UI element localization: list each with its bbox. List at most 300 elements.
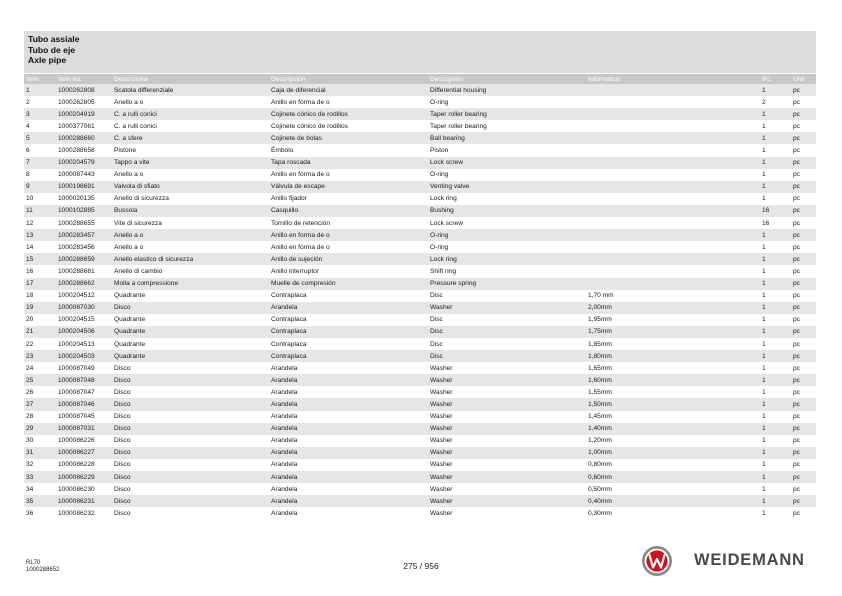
cell-unit: pc bbox=[791, 132, 816, 144]
cell-information bbox=[586, 84, 760, 96]
cell-descripcion: Tapa roscada bbox=[269, 157, 428, 169]
weidemann-w-logo-icon bbox=[641, 545, 673, 577]
cell-descrizione: Quadrante bbox=[112, 314, 269, 326]
cell-description: Washer bbox=[428, 435, 586, 447]
table-row bbox=[24, 495, 816, 507]
cell-item-no: 1000086232 bbox=[56, 507, 112, 519]
cell-description: Taper roller bearing bbox=[428, 120, 586, 132]
col-header-descripcion: Descripción bbox=[269, 74, 428, 84]
table-row bbox=[24, 423, 816, 435]
table-row bbox=[24, 253, 816, 265]
cell-information: 2,00mm bbox=[586, 302, 760, 314]
cell-descrizione: Bussola bbox=[112, 205, 269, 217]
cell-descripcion: Anillo en forma de o bbox=[269, 241, 428, 253]
cell-descrizione: Vite di sicurezza bbox=[112, 217, 269, 229]
cell-descrizione: Quadrante bbox=[112, 350, 269, 362]
cell-descrizione: C. a rulli conici bbox=[112, 108, 269, 120]
cell-descripcion: Contraplaca bbox=[269, 338, 428, 350]
table-row bbox=[24, 108, 816, 120]
cell-item: 31 bbox=[24, 447, 56, 459]
cell-item: 25 bbox=[24, 374, 56, 386]
cell-descrizione: Anello elastico di sicurezza bbox=[112, 253, 269, 265]
cell-information bbox=[586, 120, 760, 132]
cell-information: 1,85mm bbox=[586, 338, 760, 350]
table-row bbox=[24, 362, 816, 374]
cell-descripcion: Cojinete cónico de rodillos bbox=[269, 108, 428, 120]
cell-description: Washer bbox=[428, 374, 586, 386]
table-row bbox=[24, 386, 816, 398]
cell-unit: pc bbox=[791, 84, 816, 96]
cell-unit: pc bbox=[791, 108, 816, 120]
col-header-unit: Unit bbox=[791, 74, 816, 84]
cell-item: 9 bbox=[24, 181, 56, 193]
cell-description: Lock ring bbox=[428, 253, 586, 265]
cell-pc: 1 bbox=[760, 193, 791, 205]
cell-description: Disc bbox=[428, 326, 586, 338]
table-row bbox=[24, 471, 816, 483]
cell-description: Washer bbox=[428, 495, 586, 507]
cell-pc: 1 bbox=[760, 338, 791, 350]
cell-item: 12 bbox=[24, 217, 56, 229]
cell-description: Disc bbox=[428, 290, 586, 302]
cell-item: 21 bbox=[24, 326, 56, 338]
cell-item-no: 1000086227 bbox=[56, 447, 112, 459]
cell-descrizione: Anello a o bbox=[112, 229, 269, 241]
cell-item-no: 1000288655 bbox=[56, 217, 112, 229]
cell-descrizione: Anello a o bbox=[112, 169, 269, 181]
cell-descripcion: Contraplaca bbox=[269, 326, 428, 338]
cell-item-no: 1000204512 bbox=[56, 290, 112, 302]
table-row bbox=[24, 278, 816, 290]
cell-description: Washer bbox=[428, 411, 586, 423]
cell-unit: pc bbox=[791, 193, 816, 205]
cell-item-no: 1000087030 bbox=[56, 302, 112, 314]
cell-unit: pc bbox=[791, 350, 816, 362]
cell-description: Washer bbox=[428, 362, 586, 374]
cell-item: 29 bbox=[24, 423, 56, 435]
cell-item-no: 1000087031 bbox=[56, 423, 112, 435]
title-block bbox=[24, 31, 816, 73]
title-italian: Tubo assiale bbox=[28, 34, 80, 44]
cell-description: Washer bbox=[428, 386, 586, 398]
cell-descrizione: Disco bbox=[112, 471, 269, 483]
table-row bbox=[24, 398, 816, 410]
footer-doc-number: 1000288652 bbox=[26, 567, 60, 573]
cell-description: Washer bbox=[428, 483, 586, 495]
cell-unit: pc bbox=[791, 229, 816, 241]
table-row bbox=[24, 459, 816, 471]
cell-descripcion: Cojinete de bolas bbox=[269, 132, 428, 144]
table-row bbox=[24, 120, 816, 132]
cell-information bbox=[586, 278, 760, 290]
cell-descrizione: Disco bbox=[112, 447, 269, 459]
cell-item-no: 1000087443 bbox=[56, 169, 112, 181]
cell-pc: 1 bbox=[760, 84, 791, 96]
cell-descrizione: Disco bbox=[112, 507, 269, 519]
cell-descrizione: Disco bbox=[112, 362, 269, 374]
cell-unit: pc bbox=[791, 495, 816, 507]
cell-unit: pc bbox=[791, 471, 816, 483]
table-row bbox=[24, 435, 816, 447]
cell-information: 0,30mm bbox=[586, 507, 760, 519]
table-row bbox=[24, 338, 816, 350]
cell-descripcion: Anillo fijador bbox=[269, 193, 428, 205]
cell-unit: pc bbox=[791, 253, 816, 265]
cell-pc: 1 bbox=[760, 265, 791, 277]
cell-pc: 1 bbox=[760, 120, 791, 132]
cell-item-no: 1000283456 bbox=[56, 241, 112, 253]
cell-description: Washer bbox=[428, 459, 586, 471]
cell-pc: 1 bbox=[760, 411, 791, 423]
cell-item: 33 bbox=[24, 471, 56, 483]
cell-unit: pc bbox=[791, 314, 816, 326]
cell-unit: pc bbox=[791, 423, 816, 435]
table-row bbox=[24, 350, 816, 362]
cell-descripcion: Arandela bbox=[269, 483, 428, 495]
col-header-item: Item bbox=[24, 74, 56, 84]
cell-item: 36 bbox=[24, 507, 56, 519]
cell-item: 3 bbox=[24, 108, 56, 120]
cell-item-no: 1000198691 bbox=[56, 181, 112, 193]
cell-descripcion: Válvula de escape bbox=[269, 181, 428, 193]
cell-information bbox=[586, 181, 760, 193]
cell-descripcion: Arandela bbox=[269, 411, 428, 423]
cell-information bbox=[586, 265, 760, 277]
cell-pc: 1 bbox=[760, 229, 791, 241]
cell-unit: pc bbox=[791, 447, 816, 459]
cell-unit: pc bbox=[791, 386, 816, 398]
cell-pc: 1 bbox=[760, 290, 791, 302]
table-row bbox=[24, 144, 816, 156]
cell-item-no: 1000288662 bbox=[56, 278, 112, 290]
cell-unit: pc bbox=[791, 326, 816, 338]
table-row bbox=[24, 326, 816, 338]
cell-item: 20 bbox=[24, 314, 56, 326]
cell-description: Washer bbox=[428, 447, 586, 459]
cell-unit: pc bbox=[791, 507, 816, 519]
cell-item: 30 bbox=[24, 435, 56, 447]
cell-description: Differential housing bbox=[428, 84, 586, 96]
cell-descripcion: Muelle de compresión bbox=[269, 278, 428, 290]
cell-item-no: 1000283457 bbox=[56, 229, 112, 241]
cell-item: 7 bbox=[24, 157, 56, 169]
cell-item: 27 bbox=[24, 398, 56, 410]
table-row bbox=[24, 229, 816, 241]
cell-pc: 16 bbox=[760, 205, 791, 217]
cell-pc: 1 bbox=[760, 398, 791, 410]
cell-item: 6 bbox=[24, 144, 56, 156]
cell-unit: pc bbox=[791, 241, 816, 253]
cell-unit: pc bbox=[791, 217, 816, 229]
cell-pc: 1 bbox=[760, 435, 791, 447]
cell-unit: pc bbox=[791, 362, 816, 374]
cell-unit: pc bbox=[791, 278, 816, 290]
cell-information bbox=[586, 193, 760, 205]
cell-descripcion: Contraplaca bbox=[269, 290, 428, 302]
cell-item-no: 1000204919 bbox=[56, 108, 112, 120]
cell-descripcion: Arandela bbox=[269, 423, 428, 435]
cell-information: 1,20mm bbox=[586, 435, 760, 447]
cell-information bbox=[586, 169, 760, 181]
cell-item-no: 1000087046 bbox=[56, 398, 112, 410]
cell-pc: 2 bbox=[760, 96, 791, 108]
cell-item-no: 1000087047 bbox=[56, 386, 112, 398]
cell-information: 1,80mm bbox=[586, 350, 760, 362]
table-row bbox=[24, 157, 816, 169]
table-row bbox=[24, 217, 816, 229]
cell-item-no: 1000288658 bbox=[56, 144, 112, 156]
col-header-pc: Pc. bbox=[760, 74, 791, 84]
cell-descripcion: Cojinete cónico de rodillos bbox=[269, 120, 428, 132]
cell-descripcion: Anillo en forma de o bbox=[269, 96, 428, 108]
cell-descripcion: Arandela bbox=[269, 302, 428, 314]
cell-description: Venting valve bbox=[428, 181, 586, 193]
table-row bbox=[24, 84, 816, 96]
table-row bbox=[24, 241, 816, 253]
cell-item-no: 1000087049 bbox=[56, 362, 112, 374]
cell-description: Taper roller bearing bbox=[428, 108, 586, 120]
col-header-descrizione: Descrizione bbox=[112, 74, 269, 84]
cell-description: Shift ring bbox=[428, 265, 586, 277]
cell-pc: 1 bbox=[760, 362, 791, 374]
cell-descripcion: Arandela bbox=[269, 471, 428, 483]
cell-descripcion: Arandela bbox=[269, 435, 428, 447]
cell-item: 1 bbox=[24, 84, 56, 96]
cell-information bbox=[586, 253, 760, 265]
table-row bbox=[24, 132, 816, 144]
cell-unit: pc bbox=[791, 265, 816, 277]
cell-descripcion: Contraplaca bbox=[269, 350, 428, 362]
cell-description: Ball bearing bbox=[428, 132, 586, 144]
cell-item-no: 1000086226 bbox=[56, 435, 112, 447]
cell-item: 32 bbox=[24, 459, 56, 471]
cell-unit: pc bbox=[791, 398, 816, 410]
cell-descripcion: Tornillo de retención bbox=[269, 217, 428, 229]
cell-item-no: 1000086231 bbox=[56, 495, 112, 507]
cell-description: O-ring bbox=[428, 169, 586, 181]
cell-descripcion: Arandela bbox=[269, 362, 428, 374]
cell-item-no: 1000262808 bbox=[56, 84, 112, 96]
cell-descripcion: Arandela bbox=[269, 374, 428, 386]
cell-pc: 1 bbox=[760, 386, 791, 398]
table-row bbox=[24, 265, 816, 277]
cell-item: 18 bbox=[24, 290, 56, 302]
cell-pc: 1 bbox=[760, 483, 791, 495]
cell-descrizione: Disco bbox=[112, 302, 269, 314]
cell-pc: 1 bbox=[760, 132, 791, 144]
cell-pc: 1 bbox=[760, 350, 791, 362]
cell-information bbox=[586, 229, 760, 241]
cell-pc: 1 bbox=[760, 241, 791, 253]
cell-pc: 1 bbox=[760, 169, 791, 181]
cell-item-no: 1000288659 bbox=[56, 253, 112, 265]
cell-information: 1,50mm bbox=[586, 398, 760, 410]
cell-information bbox=[586, 157, 760, 169]
cell-item-no: 1000204503 bbox=[56, 350, 112, 362]
cell-descrizione: Disco bbox=[112, 459, 269, 471]
cell-description: O-ring bbox=[428, 96, 586, 108]
cell-pc: 16 bbox=[760, 217, 791, 229]
cell-item: 2 bbox=[24, 96, 56, 108]
cell-information: 0,60mm bbox=[586, 471, 760, 483]
col-header-item-no: Item no. bbox=[56, 74, 112, 84]
cell-item-no: 1000204515 bbox=[56, 314, 112, 326]
cell-item-no: 1000102885 bbox=[56, 205, 112, 217]
cell-descrizione: Disco bbox=[112, 411, 269, 423]
cell-description: Washer bbox=[428, 507, 586, 519]
cell-pc: 1 bbox=[760, 459, 791, 471]
cell-descrizione: Disco bbox=[112, 386, 269, 398]
table-row bbox=[24, 169, 816, 181]
cell-description: Washer bbox=[428, 471, 586, 483]
cell-item-no: 1000087048 bbox=[56, 374, 112, 386]
cell-description: Bushing bbox=[428, 205, 586, 217]
cell-descrizione: Molla a compressione bbox=[112, 278, 269, 290]
table-row bbox=[24, 483, 816, 495]
cell-item-no: 1000204513 bbox=[56, 338, 112, 350]
cell-item-no: 1000020135 bbox=[56, 193, 112, 205]
cell-unit: pc bbox=[791, 290, 816, 302]
cell-item: 17 bbox=[24, 278, 56, 290]
cell-descripcion: Caja de diferencial bbox=[269, 84, 428, 96]
cell-pc: 1 bbox=[760, 423, 791, 435]
cell-item: 19 bbox=[24, 302, 56, 314]
cell-unit: pc bbox=[791, 96, 816, 108]
cell-descripcion: Émbolo bbox=[269, 144, 428, 156]
cell-descripcion: Anillo de sujeción bbox=[269, 253, 428, 265]
cell-descrizione: Quadrante bbox=[112, 338, 269, 350]
cell-pc: 1 bbox=[760, 181, 791, 193]
brand-wordmark: WEIDEMANN bbox=[694, 551, 805, 569]
col-header-description: Description bbox=[428, 74, 586, 84]
cell-unit: pc bbox=[791, 205, 816, 217]
cell-descrizione: Disco bbox=[112, 374, 269, 386]
cell-unit: pc bbox=[791, 435, 816, 447]
cell-information: 1,95mm bbox=[586, 314, 760, 326]
table-row bbox=[24, 374, 816, 386]
cell-unit: pc bbox=[791, 302, 816, 314]
cell-descrizione: Disco bbox=[112, 398, 269, 410]
cell-item: 23 bbox=[24, 350, 56, 362]
cell-information bbox=[586, 144, 760, 156]
cell-information: 1,45mm bbox=[586, 411, 760, 423]
cell-description: Disc bbox=[428, 314, 586, 326]
cell-item-no: 1000086228 bbox=[56, 459, 112, 471]
cell-information bbox=[586, 217, 760, 229]
cell-information bbox=[586, 205, 760, 217]
cell-information: 1,60mm bbox=[586, 374, 760, 386]
cell-description: Lock ring bbox=[428, 193, 586, 205]
cell-item: 35 bbox=[24, 495, 56, 507]
cell-unit: pc bbox=[791, 338, 816, 350]
table-row bbox=[24, 447, 816, 459]
cell-unit: pc bbox=[791, 374, 816, 386]
table-row bbox=[24, 411, 816, 423]
cell-description: O-ring bbox=[428, 241, 586, 253]
cell-item-no: 1000288660 bbox=[56, 132, 112, 144]
cell-pc: 1 bbox=[760, 507, 791, 519]
cell-unit: pc bbox=[791, 144, 816, 156]
table-row bbox=[24, 507, 816, 519]
page-number: 275 / 956 bbox=[403, 561, 439, 571]
table-row bbox=[24, 96, 816, 108]
cell-unit: pc bbox=[791, 411, 816, 423]
cell-descrizione: Disco bbox=[112, 435, 269, 447]
cell-description: Lock screw bbox=[428, 157, 586, 169]
cell-descrizione: Anello a o bbox=[112, 241, 269, 253]
cell-descrizione: Anello di sicurezza bbox=[112, 193, 269, 205]
cell-descrizione: Pistone bbox=[112, 144, 269, 156]
cell-descripcion: Contraplaca bbox=[269, 314, 428, 326]
cell-pc: 1 bbox=[760, 447, 791, 459]
table-header-row bbox=[24, 74, 816, 84]
cell-item: 14 bbox=[24, 241, 56, 253]
cell-descripcion: Anillo interruptor bbox=[269, 265, 428, 277]
cell-item-no: 1000288661 bbox=[56, 265, 112, 277]
cell-descripcion: Arandela bbox=[269, 447, 428, 459]
cell-descrizione: Quadrante bbox=[112, 290, 269, 302]
title-english: Axle pipe bbox=[28, 55, 67, 66]
cell-description: Disc bbox=[428, 350, 586, 362]
cell-item: 26 bbox=[24, 386, 56, 398]
cell-descrizione: Anello a o bbox=[112, 96, 269, 108]
cell-information bbox=[586, 108, 760, 120]
cell-information: 1,65mm bbox=[586, 362, 760, 374]
cell-description: Disc bbox=[428, 338, 586, 350]
cell-information bbox=[586, 241, 760, 253]
cell-item: 15 bbox=[24, 253, 56, 265]
cell-item-no: 1000204506 bbox=[56, 326, 112, 338]
cell-descrizione: Tappo a vite bbox=[112, 157, 269, 169]
cell-unit: pc bbox=[791, 459, 816, 471]
cell-descripcion: Arandela bbox=[269, 507, 428, 519]
table-row bbox=[24, 205, 816, 217]
cell-descripcion: Arandela bbox=[269, 398, 428, 410]
cell-information: 1,75mm bbox=[586, 326, 760, 338]
cell-description: O-ring bbox=[428, 229, 586, 241]
cell-descrizione: C. a sfere bbox=[112, 132, 269, 144]
cell-information bbox=[586, 96, 760, 108]
footer-model: RL70 bbox=[26, 560, 41, 566]
cell-item: 11 bbox=[24, 205, 56, 217]
cell-pc: 1 bbox=[760, 253, 791, 265]
table-row bbox=[24, 302, 816, 314]
cell-item: 22 bbox=[24, 338, 56, 350]
cell-description: Washer bbox=[428, 302, 586, 314]
cell-item-no: 1000262805 bbox=[56, 96, 112, 108]
title-spanish: Tubo de eje bbox=[28, 44, 76, 55]
cell-information: 1,55mm bbox=[586, 386, 760, 398]
cell-information: 0,40mm bbox=[586, 495, 760, 507]
cell-unit: pc bbox=[791, 157, 816, 169]
cell-information bbox=[586, 132, 760, 144]
cell-descrizione: Anello di cambio bbox=[112, 265, 269, 277]
table-row bbox=[24, 290, 816, 302]
cell-information: 0,50mm bbox=[586, 483, 760, 495]
cell-pc: 1 bbox=[760, 144, 791, 156]
cell-item-no: 1000087045 bbox=[56, 411, 112, 423]
cell-descripcion: Casquillo bbox=[269, 205, 428, 217]
cell-item: 13 bbox=[24, 229, 56, 241]
cell-unit: pc bbox=[791, 483, 816, 495]
cell-descrizione: Scatola differenziale bbox=[112, 84, 269, 96]
cell-descrizione: Quadrante bbox=[112, 326, 269, 338]
cell-item-no: 1000377061 bbox=[56, 120, 112, 132]
cell-item: 34 bbox=[24, 483, 56, 495]
cell-item: 5 bbox=[24, 132, 56, 144]
cell-pc: 1 bbox=[760, 302, 791, 314]
cell-description: Washer bbox=[428, 423, 586, 435]
